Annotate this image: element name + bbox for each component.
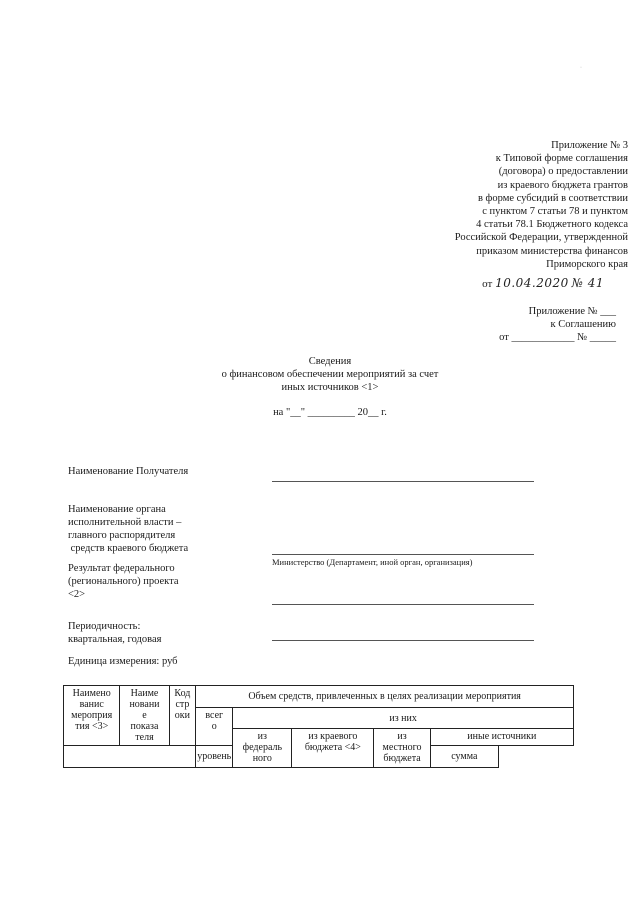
- annex-number: Приложение № ___: [528, 306, 616, 317]
- project-label-line: Результат федерального: [68, 563, 175, 574]
- header-text: всег: [205, 710, 224, 721]
- header-text: Код: [174, 688, 191, 699]
- title-line: иных источников <1>: [281, 382, 379, 393]
- header-total-volume: Объем средств, привлеченных в целях реализации мероприятия: [196, 686, 574, 708]
- annex-date-number: от ____________ № _____: [499, 332, 616, 343]
- organ-label: [68, 503, 188, 555]
- appendix-line: в форме субсидий в соответствии: [477, 192, 628, 204]
- organ-label-line: средств краевого бюджета: [68, 543, 189, 554]
- project-label-line: <2>: [68, 589, 86, 600]
- organ-fill-line[interactable]: [272, 554, 534, 555]
- header-other-sources: иные источники: [430, 729, 573, 746]
- appendix-line: 4 статьи 78.1 Бюджетного кодекса: [476, 219, 628, 231]
- header-sum: сумма: [430, 746, 498, 768]
- header-text: показа: [130, 721, 159, 732]
- appendix-line: из краевого бюджета грантов: [497, 179, 628, 191]
- unit-label: Единица измерения: руб: [68, 656, 178, 667]
- header-local: [374, 729, 430, 768]
- header-federal: [233, 729, 292, 768]
- organ-caption: Министерство (Департамент, иной орган, организация): [272, 557, 473, 567]
- header-text: местного: [382, 742, 422, 753]
- order-date-handwritten: 10.04.2020: [495, 276, 569, 290]
- header-text: оки: [174, 710, 191, 721]
- order-reference: [482, 276, 604, 290]
- appendix-line: приказом министерства финансов: [476, 245, 628, 257]
- header-total: [196, 708, 233, 746]
- header-event-name: [64, 686, 120, 746]
- appendix-line: Приморского края: [546, 258, 628, 270]
- order-prefix: от: [482, 278, 493, 290]
- page-corner-mark: ·: [580, 65, 582, 71]
- periodicity-label-line: квартальная, годовая: [68, 634, 162, 645]
- header-text: новани: [129, 699, 160, 710]
- header-text: Наимено: [72, 688, 111, 699]
- header-text: стр: [175, 699, 190, 710]
- header-text: бюджета <4>: [304, 742, 361, 753]
- periodicity-label: [68, 620, 161, 646]
- header-text: е: [142, 710, 147, 721]
- order-number-handwritten: № 41: [571, 276, 604, 290]
- annex-agreement: к Соглашению: [550, 319, 616, 330]
- title-line: о финансовом обеспечении мероприятий за счет: [221, 369, 439, 380]
- header-text: из: [397, 731, 407, 742]
- header-of-them: из них: [233, 708, 574, 729]
- header-level: уровень: [196, 746, 233, 768]
- header-text: мероприя: [71, 710, 113, 721]
- annex-block: [376, 305, 616, 344]
- appendix-line: (договора) о предоставлении: [498, 166, 628, 178]
- title-line: Сведения: [308, 356, 352, 367]
- report-date-line: на "__" _________ 20__ г.: [273, 407, 387, 418]
- header-text: бюджета: [383, 753, 421, 764]
- document-title: [180, 355, 480, 394]
- header-regional: [292, 729, 374, 768]
- header-row-code: [169, 686, 196, 746]
- organ-label-line: Наименование органа: [68, 504, 166, 515]
- header-text: тия <3>: [75, 721, 109, 732]
- header-indicator-name: [120, 686, 169, 746]
- recipient-label: Наименование Получателя: [68, 466, 189, 477]
- header-text: ванис: [79, 699, 104, 710]
- header-text: из краевого: [308, 731, 358, 742]
- recipient-fill-line[interactable]: [272, 481, 534, 482]
- header-text: из: [257, 731, 267, 742]
- periodicity-fill-line[interactable]: [272, 640, 534, 641]
- project-label: [68, 562, 179, 601]
- appendix-line: к Типовой форме соглашения: [495, 153, 628, 165]
- appendix-line: Российской Федерации, утвержденной: [454, 232, 628, 244]
- appendix-line: Приложение № 3: [551, 140, 628, 151]
- header-text: Наиме: [130, 688, 159, 699]
- header-text: ного: [252, 753, 272, 764]
- header-text: федераль: [242, 742, 283, 753]
- periodicity-label-line: Периодичность:: [68, 621, 141, 632]
- header-spacer: [64, 746, 196, 768]
- header-text: о: [211, 721, 217, 732]
- project-fill-line[interactable]: [272, 604, 534, 605]
- appendix-line: с пунктом 7 статьи 78 и пунктом: [482, 206, 628, 218]
- organ-label-line: исполнительной власти –: [68, 517, 182, 528]
- organ-label-line: главного распорядителя: [68, 530, 176, 541]
- financing-table: [63, 685, 574, 768]
- appendix-header: [308, 139, 628, 271]
- project-label-line: (регионального) проекта: [68, 576, 179, 587]
- header-text: теля: [135, 732, 154, 743]
